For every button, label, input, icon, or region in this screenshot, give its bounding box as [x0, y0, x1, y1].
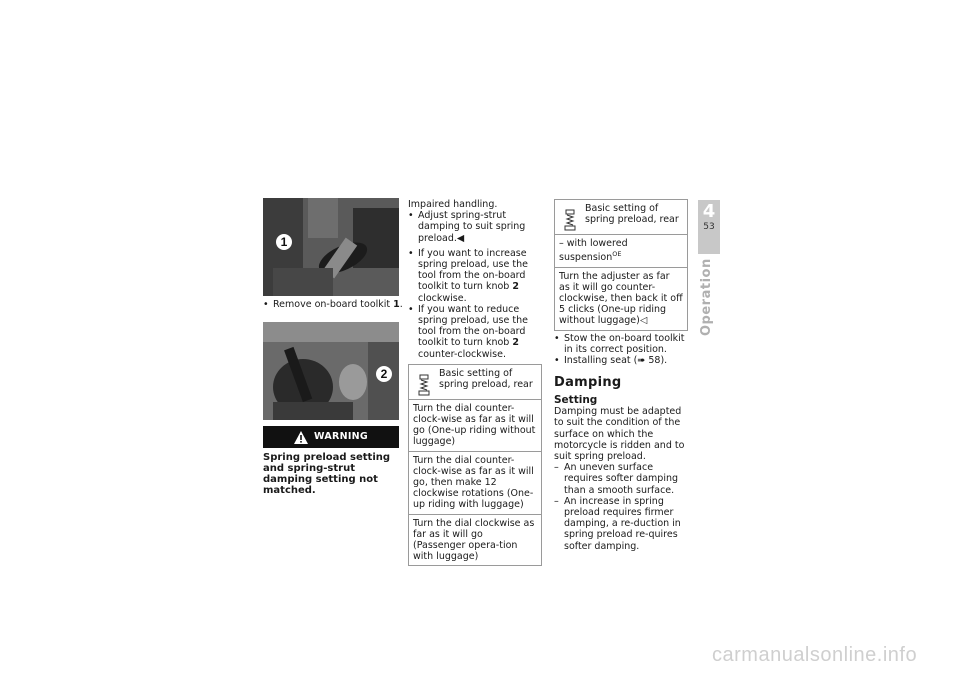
- footer-watermark: carmanualsonline.info: [712, 644, 918, 666]
- bullet-adjust-damping: • Adjust spring-strut damping to suit spring preload.◀: [408, 210, 546, 244]
- lowered-suspension-row: – with lowered suspension$^{OE}$: [555, 235, 688, 268]
- column-2: [408, 199, 546, 566]
- lowered-preload-table: [554, 199, 688, 331]
- dash-spring-preload: – An increase in spring preload requires firmer damping, a re-duction in spring preload re-quires softer damping.: [554, 496, 692, 552]
- section-label: Operation: [699, 258, 714, 336]
- preload-setting-icon: [415, 374, 433, 396]
- chapter-number: 4: [702, 201, 716, 222]
- preload-table: [408, 364, 542, 567]
- setting-subheading: Setting: [554, 394, 598, 407]
- table-row: Turn the dial clockwise as far as it will go (Passenger opera-tion with luggage): [409, 514, 542, 566]
- preload-setting-icon: [561, 209, 579, 231]
- bullet-increase-preload: • If you want to increase spring preload, use the tool from the on-board toolkit to turn knob 2 clockwise.: [408, 248, 546, 304]
- callout-2: 2: [376, 366, 392, 382]
- page-number: 53: [703, 222, 715, 232]
- preload-table-header: Basic setting of spring preload, rear: [439, 367, 533, 391]
- table-row: Turn the adjuster as far as it will go counter-clockwise, then back it off 5 clicks (One-up riding without luggage)◁: [555, 267, 688, 330]
- warning-text: Spring preload setting and spring-strut damping setting not matched.: [263, 452, 391, 496]
- lowered-table-header: Basic setting of spring preload, rear: [585, 203, 679, 226]
- chapter-tab: [698, 200, 720, 254]
- bullet-install-seat: • Installing seat (➠ 58).: [554, 355, 692, 366]
- warning-icon: [294, 431, 308, 444]
- damping-paragraph: Damping must be adapted to suit the condition of the surface on which the motorcycle is ridden and to suit spring preload.: [554, 406, 685, 462]
- impaired-handling-text: Impaired handling.: [408, 199, 498, 210]
- table-row: Turn the dial counter-clock-wise as far as it will go (One-up riding without luggage): [409, 399, 542, 451]
- table-row: Turn the dial counter-clock-wise as far as it will go, then make 12 clockwise rotations (One-up riding with luggage): [409, 451, 542, 514]
- column-3: [554, 199, 692, 552]
- warning-bar: [263, 426, 399, 448]
- warning-label: WARNING: [313, 431, 369, 443]
- dash-uneven-surface: – An uneven surface requires softer damping than a smooth surface.: [554, 462, 692, 496]
- damping-heading: Damping: [554, 375, 622, 391]
- bullet-stow-toolkit: • Stow the on-board toolkit in its correct position.: [554, 333, 692, 355]
- remove-toolkit-step: • Remove on-board toolkit 1.: [263, 299, 403, 310]
- bullet-reduce-preload: • If you want to reduce spring preload, use the tool from the on-board toolkit to turn knob 2 counter-clockwise.: [408, 304, 546, 360]
- callout-1: 1: [276, 234, 292, 250]
